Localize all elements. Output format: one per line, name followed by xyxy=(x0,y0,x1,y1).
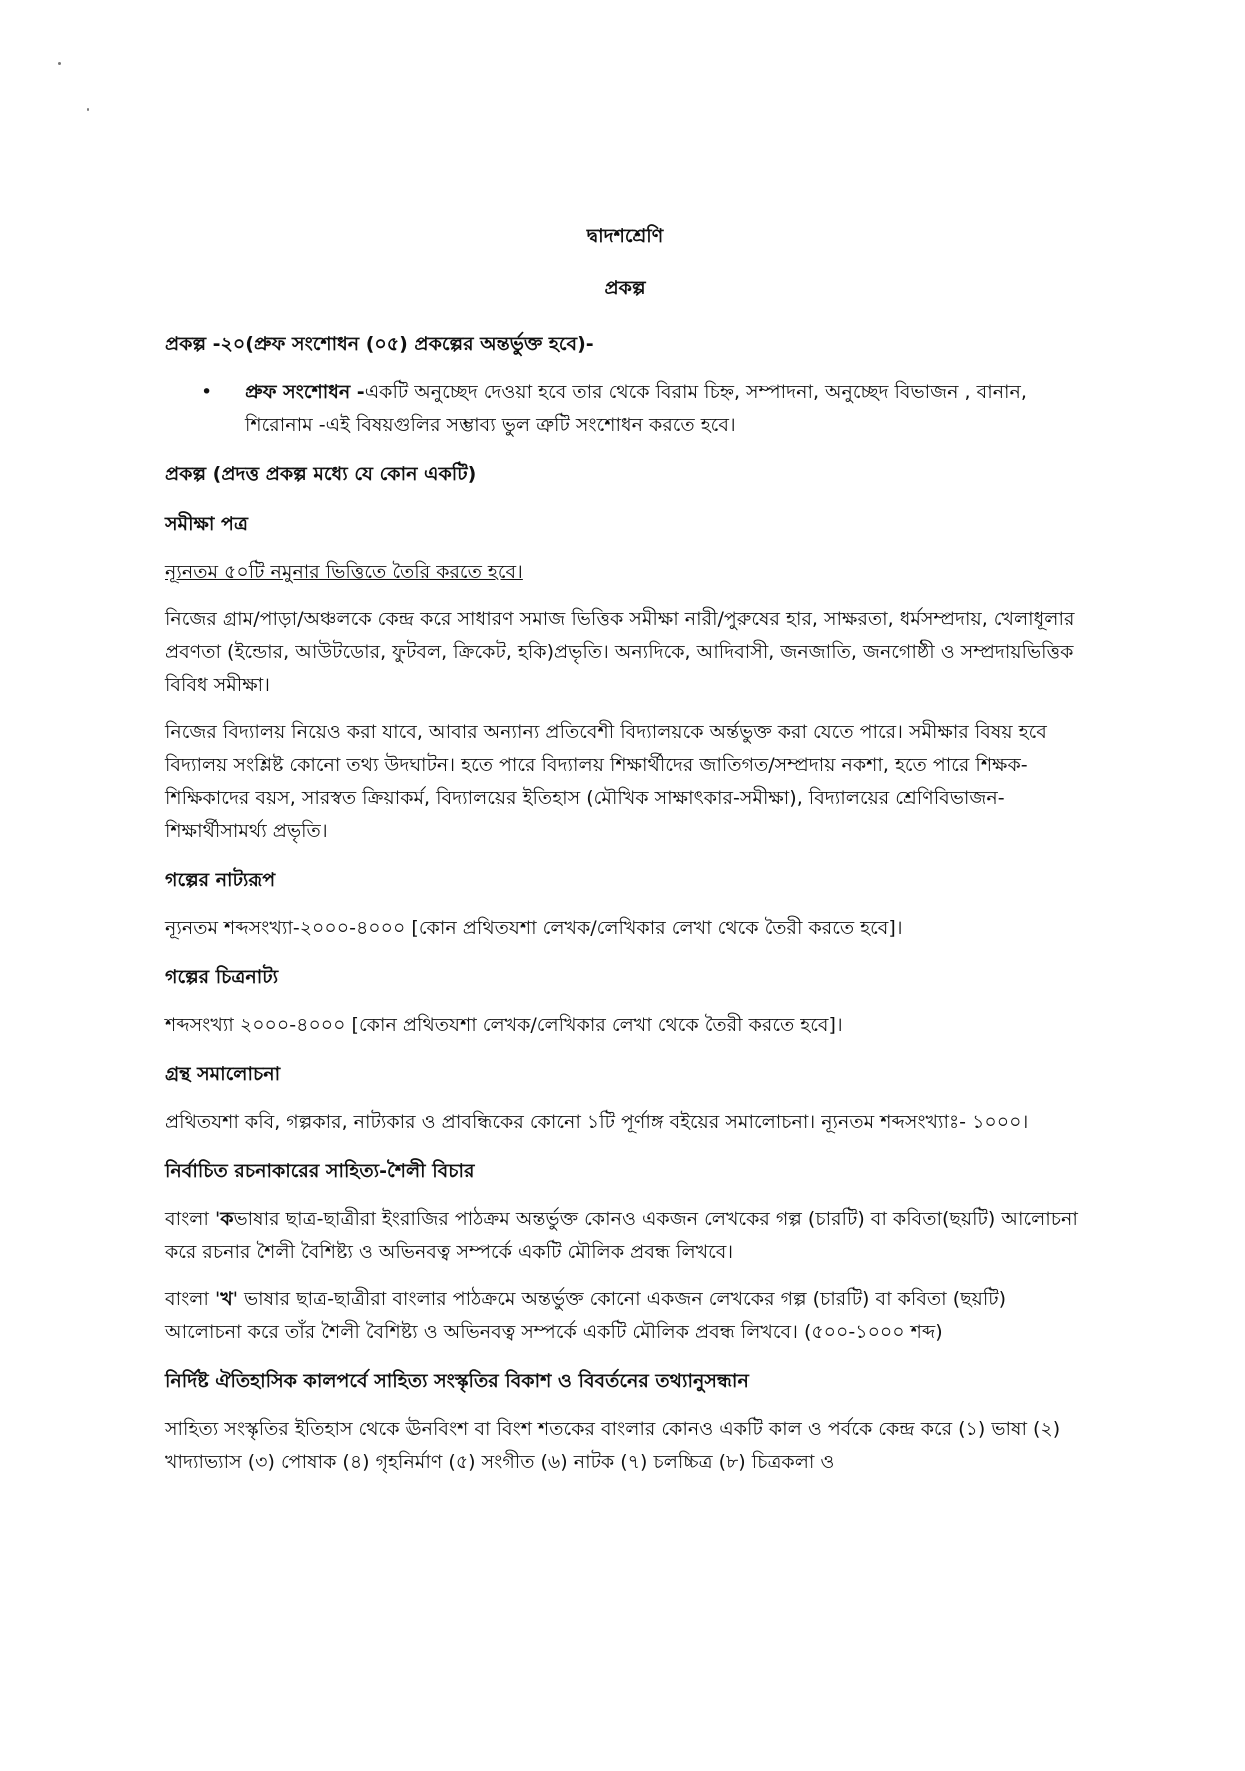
style-para-kh: বাংলা 'খ' ভাষার ছাত্র-ছাত্রীরা বাংলার পাঠক্রমে অন্তর্ভুক্ত কোনো একজন লেখকের গল্প (চারটি) বা কবিতা (ছয়টি) আলোচনা করে তাঁর শৈলী বৈশিষ্ট্য ও অভিনবত্ব সম্পর্কে একটি মৌলিক প্রবন্ধ লিখবে। (৫০০-১০০০ শব্দ) xyxy=(165,1288,1007,1343)
drama-text: ন্যূনতম শব্দসংখ্যা-২০০০-৪০০০ [কোন প্রথিতযশা লেখক/লেখিকার লেখা থেকে তৈরী করতে হবে]। xyxy=(165,917,903,939)
scan-speck xyxy=(58,62,61,65)
drama-heading: গল্পের নাট্যরূপ xyxy=(165,869,276,891)
review-text: প্রথিতযশা কবি, গল্পকার, নাট্যকার ও প্রাবন্ধিকের কোনো ১টি পূর্ণাঙ্গ বইয়ের সমালোচনা। ন্যূনতম শব্দসংখ্যাঃ- ১০০০। xyxy=(165,1111,1029,1133)
review-heading: গ্রন্থ সমালোচনা xyxy=(165,1063,281,1085)
document-body xyxy=(165,222,1085,1493)
style-heading: নির্বাচিত রচনাকারের সাহিত্য-শৈলী বিচার xyxy=(165,1160,475,1182)
screenplay-heading: গল্পের চিত্রনাট্য xyxy=(165,966,279,988)
proof-text: একটি অনুচ্ছেদ দেওয়া হবে তার থেকে বিরাম চিহ্ন, সম্পাদনা, অনুচ্ছেদ বিভাজন , বানান, শিরোনাম -এই বিষয়গুলির সম্ভাব্য ভুল ত্রুটি সংশোধন করতে হবে। xyxy=(245,381,1027,436)
survey-heading: সমীক্ষা পত্র xyxy=(165,513,248,535)
scan-speck xyxy=(87,108,89,111)
proof-term: প্রুফ সংশোধন - xyxy=(245,381,365,403)
screenplay-text: শব্দসংখ্যা ২০০০-৪০০০ [কোন প্রথিতযশা লেখক/লেখিকার লেখা থেকে তৈরী করতে হবে]। xyxy=(165,1014,843,1036)
choose-project-heading: প্রকল্প (প্রদত্ত প্রকল্প মধ্যে যে কোন একটি) xyxy=(165,463,477,485)
history-text: সাহিত্য সংস্কৃতির ইতিহাস থেকে ঊনবিংশ বা বিংশ শতকের বাংলার কোনও একটি কাল ও পর্বকে কেন্দ্র করে (১) ভাষা (২) খাদ্যাভ্যাস (৩) পোষাক (৪) গৃহনির্মাণ (৫) সংগীত (৬) নাটক (৭) চলচ্চিত্র (৮) চিত্রকলা ও xyxy=(165,1418,1061,1473)
section-title: প্রকল্প xyxy=(604,277,646,299)
history-heading: নির্দিষ্ট ঐতিহাসিক কালপর্বে সাহিত্য সংস্কৃতির বিকাশ ও বিবর্তনের তথ্যানুসন্ধান xyxy=(165,1370,749,1392)
survey-min-text: ন্যূনতম ৫০টি নমুনার ভিত্তিতে তৈরি করতে হবে। xyxy=(165,561,523,583)
survey-para-2: নিজের বিদ্যালয় নিয়েও করা যাবে, আবার অন্যান্য প্রতিবেশী বিদ্যালয়কে অর্ন্তভুক্ত করা যেতে পারে। সমীক্ষার বিষয় হবে বিদ্যালয় সংশ্লিষ্ট কোনো তথ্য উদঘাটন। হতে পারে বিদ্যালয় শিক্ষার্থীদের জাতিগত/সম্প্রদায় নকশা, হতে পারে শিক্ষক- শিক্ষিকাদের বয়স, সারস্বত ক্রিয়াকর্ম, বিদ্যালয়ের ইতিহাস (মৌখিক সাক্ষাৎকার-সমীক্ষা), বিদ্যালয়ের শ্রেণিবিভাজন- শিক্ষার্থীসামর্থ্য প্রভৃতি। xyxy=(165,721,1047,842)
project20-heading: প্রকল্প -২০(প্রুফ সংশোধন (০৫) প্রকল্পের অন্তর্ভুক্ত হবে)- xyxy=(165,333,594,355)
bullet-dot-icon: • xyxy=(201,381,213,403)
survey-para-1: নিজের গ্রাম/পাড়া/অঞ্চলকে কেন্দ্র করে সাধারণ সমাজ ভিত্তিক সমীক্ষা নারী/পুরুষের হার, সাক্ষরতা, ধর্মসম্প্রদায়, খেলাধূলার প্রবণতা (ইন্ডোর, আউটডোর, ফুটবল, ক্রিকেট, হকি)প্রভৃতি। অন্যদিকে, আদিবাসী, জনজাতি, জনগোষ্ঠী ও সম্প্রদায়ভিত্তিক বিবিধ সমীক্ষা। xyxy=(165,608,1075,696)
proof-correction-item xyxy=(165,376,1085,442)
style-para-k: বাংলা 'কভাষার ছাত্র-ছাত্রীরা ইংরাজির পাঠক্রম অন্তর্ভুক্ত কোনও একজন লেখকের গল্প (চারটি) বা কবিতা(ছয়টি) আলোচনা করে রচনার শৈলী বৈশিষ্ট্য ও অভিনবত্ব সম্পর্কে একটি মৌলিক প্রবন্ধ লিখবে। xyxy=(165,1208,1078,1263)
class-title: দ্বাদশশ্রেণি xyxy=(586,225,664,247)
